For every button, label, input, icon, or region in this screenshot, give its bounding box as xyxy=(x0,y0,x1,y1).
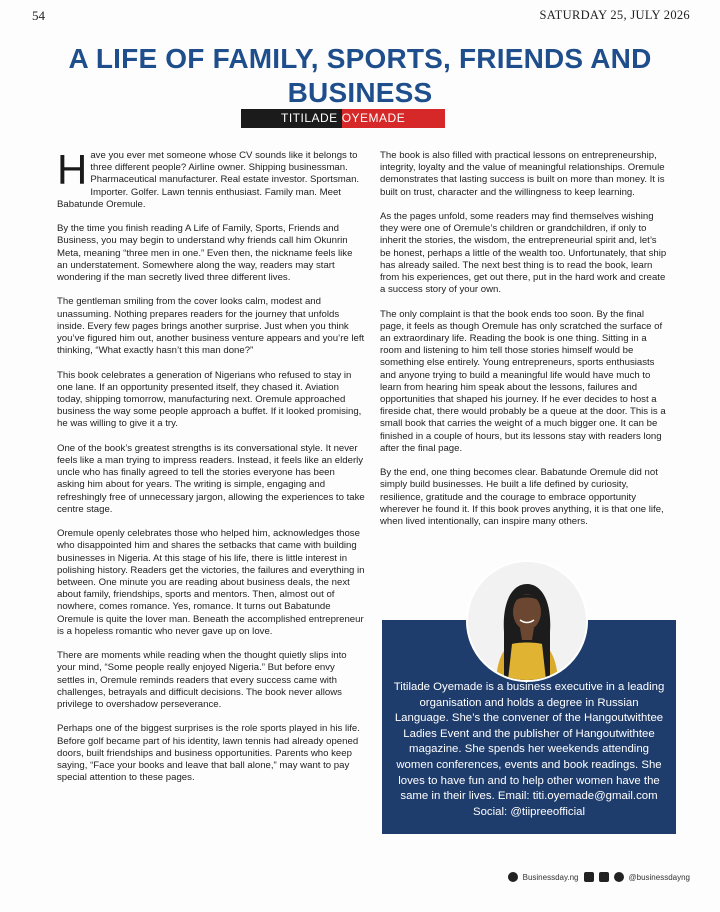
article-paragraph: Have you ever met someone whose CV sounds like it belongs to three different people? Airline owner. Shipping businessman. Pharmaceutical manufacturer. Real estate investor. Sportsman. Importer. Golfer. Lawn tennis enthusiast. Family man. Meet Babatunde Oremule. xyxy=(57,146,360,210)
author-social-handle: Social: @tiipreeofficial xyxy=(472,805,586,818)
article-paragraph: As the pages unfold, some readers may find themselves wishing they were one of Oremule’s children or grandchildren, if only to inherit the stories, the wisdom, the entrepreneurial spirit and, let’s be honest, perhaps a little of the wealth too. Unfortunately, that ship has already sailed. The next best thing is to read the book, learn from his experiences, get out there, put in the hard work and create a success story of your own. xyxy=(380,211,667,296)
author-bio-text: Titilade Oyemade is a business executive in a leading organisation and holds a degree in Russian Language. She’s the convener of the Hangoutwithtee Ladies Event and the publisher of Hangoutwithtee magazine. She spends her weekends attending women conferences, events and book readings. She loves to have fun and to help other women have the same in their lives. Email: titi.oyemade@gmail.com xyxy=(393,681,665,803)
issue-date: SATURDAY 25, JULY 2026 xyxy=(539,8,690,22)
article-paragraph: The book is also filled with practical lessons on entrepreneurship, integrity, loyalty and the value of meaningful relationships. Oremule demonstrates that lasting success is built on more than money. It is built on trust, character and the willingness to keep learning. xyxy=(380,150,665,198)
article-headline: A LIFE OF FAMILY, SPORTS, FRIENDS AND BUSINESS xyxy=(68,43,652,108)
byline xyxy=(241,109,445,128)
footer-handle: @businessdayng xyxy=(628,872,690,882)
article-paragraph: There are moments while reading when the thought quietly slips into your mind, “Some people really enjoyed Nigeria.” But before envy settles in, Oremule reminds readers that every success came with challenges, betrayals and difficult decisions. The book never allows privilege to overshadow perseverance. xyxy=(57,650,347,711)
author-photo xyxy=(466,560,588,682)
article-paragraph: The only complaint is that the book ends too soon. By the final page, it feels as though Oremule has only scratched the surface of an extraordinary life. Reading the book is one thing. Sitting in a room and listening to him tell those stories himself would be something else entirely. Young entrepreneurs, sports enthusiasts and anyone trying to build a meaningful life would have much to learn from hearing him speak about the lessons, failures and opportunities that shaped his journey. If he ever decides to host a fireside chat, there would probably be a queue at the door. This is a small book that carries the weight of a much bigger one. It can be finished in a couple of hours, but its lessons stay with readers long after the final page. xyxy=(380,308,666,454)
byline-last-name: OYEMADE xyxy=(342,109,446,128)
article-paragraph: One of the book’s greatest strengths is its conversational style. It never feels like a man trying to impress readers. Instead, it feels like an elderly uncle who has finally agreed to tell the stories everyone has been asking him about for years. The writing is simple, engaging and refreshingly free of unnecessary jargon, allowing the experiences to take centre stage. xyxy=(57,442,365,515)
article-paragraph: By the end, one thing becomes clear. Babatunde Oremule did not simply build businesses. He built a life defined by curiosity, resilience, gratitude and the courage to embrace opportunity wherever he found it. If this book proves anything, it is that one life, when lived intentionally, can inspire many others. xyxy=(380,467,664,528)
author-bio xyxy=(392,680,666,820)
page-number: 54 xyxy=(32,8,45,23)
instagram-icon xyxy=(599,872,609,882)
article-paragraph: Perhaps one of the biggest surprises is the role sports played in his life. Before golf became part of his identity, lawn tennis had already opened doors, built friendships and business opportunities. Parents who keep saying, “Face your books and leave that ball alone,” may want to pay special attention to these pages. xyxy=(57,723,360,784)
article-column-left xyxy=(57,146,365,797)
author-portrait-icon xyxy=(468,562,586,680)
byline-first-name: TITILADE xyxy=(241,109,342,128)
facebook-icon xyxy=(584,872,594,882)
page-footer xyxy=(508,872,690,882)
article-paragraph: By the time you finish reading A Life of Family, Sports, Friends and Business, you may begin to understand why friends call him Okunrin Meta, meaning “three men in one.” Even then, the nickname feels like an understatement. Somewhere along the way, readers may start wondering if the man secretly lived three different lives. xyxy=(57,223,353,284)
article-paragraph: Oremule openly celebrates those who helped him, acknowledges those who disappointed him and shares the setbacks that came with building businesses in Nigeria. At this stage of his life, there is little interest in polishing history. Readers get the victories, the failures and everything in between. One minute you are reading about business deals, the next about family, friendships, sports and mentors. Then, almost out of nowhere, comes romance. Yes, romance. It turns out Babatunde Oremule is quite the lover man. Beneath the accomplished entrepreneur is a hopeless romantic who never gave up on love. xyxy=(57,528,365,637)
article-paragraph: The gentleman smiling from the cover looks calm, modest and unassuming. Nothing prepares readers for the journey that unfolds inside. Every few pages brings another surprise. Just when you think you’ve figured him out, another business venture appears and you’re left thinking, “What exactly hasn’t this man done?” xyxy=(57,296,365,357)
article-paragraph: This book celebrates a generation of Nigerians who refused to stay in one lane. If an opportunity presented itself, they chased it. Aviation today, shipping tomorrow, manufacturing next. Oremule approached business the way some people approach a buffet. If it looked promising, he was willing to give it a try. xyxy=(57,369,362,430)
drop-cap: H xyxy=(57,146,88,193)
globe-icon xyxy=(508,872,518,882)
footer-site: Businessday.ng xyxy=(522,872,579,882)
article-column-right xyxy=(380,150,668,540)
twitter-icon xyxy=(614,872,624,882)
